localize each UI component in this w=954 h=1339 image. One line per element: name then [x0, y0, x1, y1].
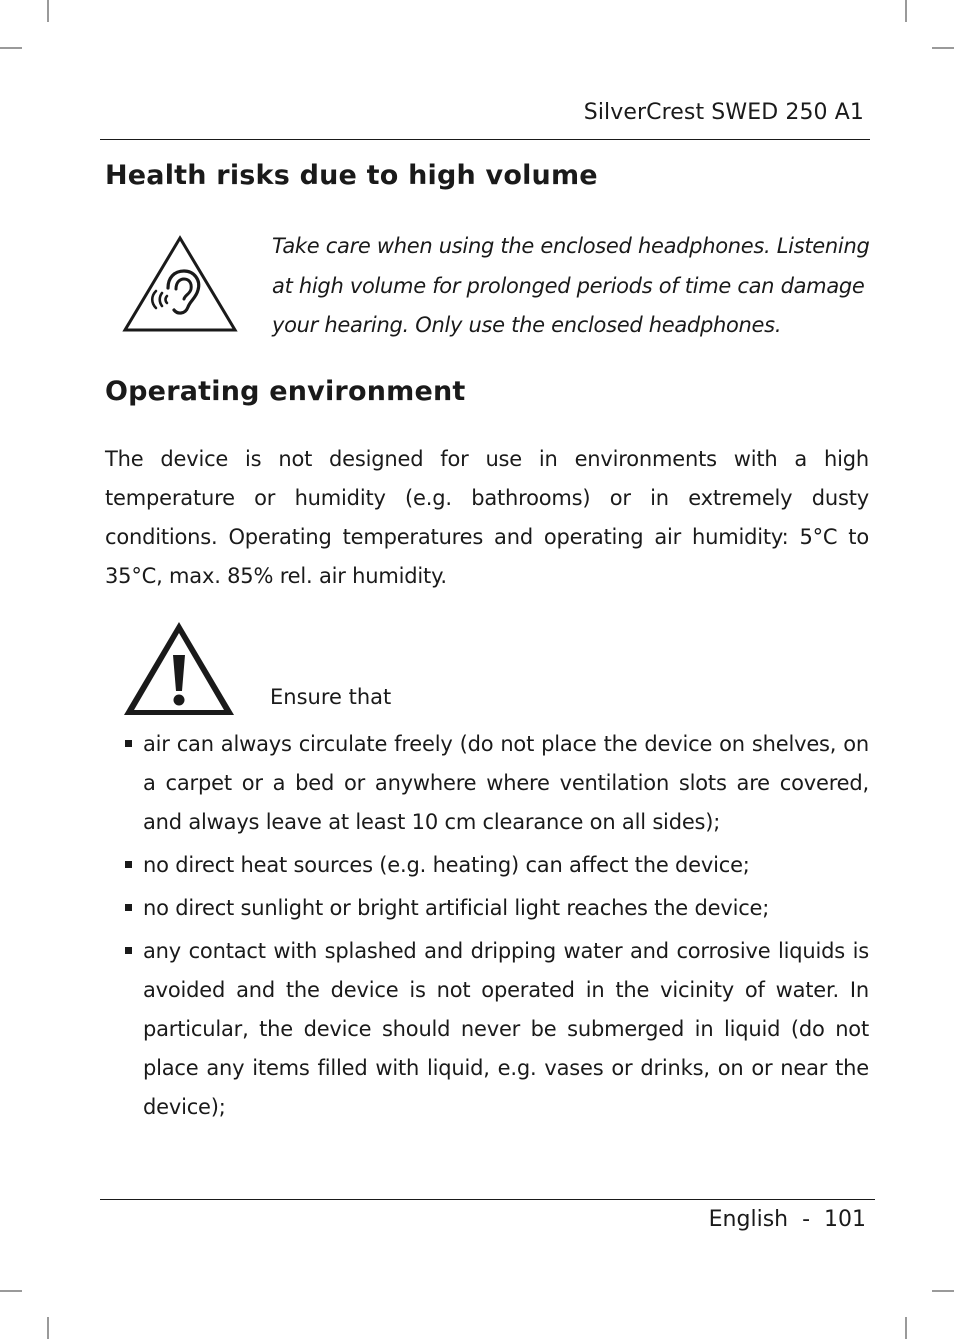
- bullet-marker: [125, 947, 132, 954]
- crop-mark-left-bottom: [0, 1290, 22, 1292]
- environment-paragraph: The device is not designed for use in environments with a high temperature or humidity (e.g. bathrooms) or in extremely dusty conditions. Operating temperatures and operating air humidity: 5°C to 35°C, max. 85% rel. air humidity.: [105, 447, 869, 588]
- list-item: [125, 889, 869, 928]
- bullet-marker: [125, 904, 132, 911]
- hearing-warning-icon: [122, 235, 238, 335]
- list-item-text: no direct sunlight or bright artificial light reaches the device;: [143, 896, 770, 920]
- list-item-text: no direct heat sources (e.g. heating) can affect the device;: [143, 853, 750, 877]
- crop-mark-left-top: [0, 47, 22, 49]
- crop-mark-right-bottom: [932, 1290, 954, 1292]
- requirements-list: [125, 725, 869, 1131]
- list-item-text: air can always circulate freely (do not place the device on shelves, on a carpet or a bed or anywhere where ventilation slots are covered, and always leave at least 10 cm clearance on all sides);: [143, 732, 869, 834]
- environment-heading: Operating environment: [105, 376, 466, 407]
- hearing-warning-text: Take care when using the enclosed headphones. Listening at high volume for prolonged periods of time can damage your hearing. Only use the enclosed headphones.: [272, 234, 870, 337]
- footer-rule: [100, 1199, 875, 1200]
- bullet-marker: [125, 740, 132, 747]
- crop-mark-bottom-right: [905, 1317, 907, 1339]
- footer-page-label: English - 101: [708, 1207, 866, 1232]
- health-heading: Health risks due to high volume: [105, 160, 598, 191]
- list-item-text: any contact with splashed and dripping water and corrosive liquids is avoided and the device is not operated in the vicinity of water. In particular, the device should never be submerged in liquid (do not place any items filled with liquid, e.g. vases or drinks, on or near the device);: [143, 939, 869, 1119]
- header-product-name: SilverCrest SWED 250 A1: [583, 100, 864, 125]
- ensure-label: Ensure that: [270, 685, 392, 709]
- list-item: [125, 725, 869, 842]
- list-item: [125, 846, 869, 885]
- crop-mark-top-right: [905, 0, 907, 22]
- crop-mark-bottom-left: [47, 1317, 49, 1339]
- crop-mark-right-top: [932, 47, 954, 49]
- list-item: [125, 932, 869, 1127]
- header-rule: [100, 139, 870, 140]
- crop-mark-top-left: [47, 0, 49, 22]
- caution-warning-icon: [122, 620, 236, 718]
- bullet-marker: [125, 861, 132, 868]
